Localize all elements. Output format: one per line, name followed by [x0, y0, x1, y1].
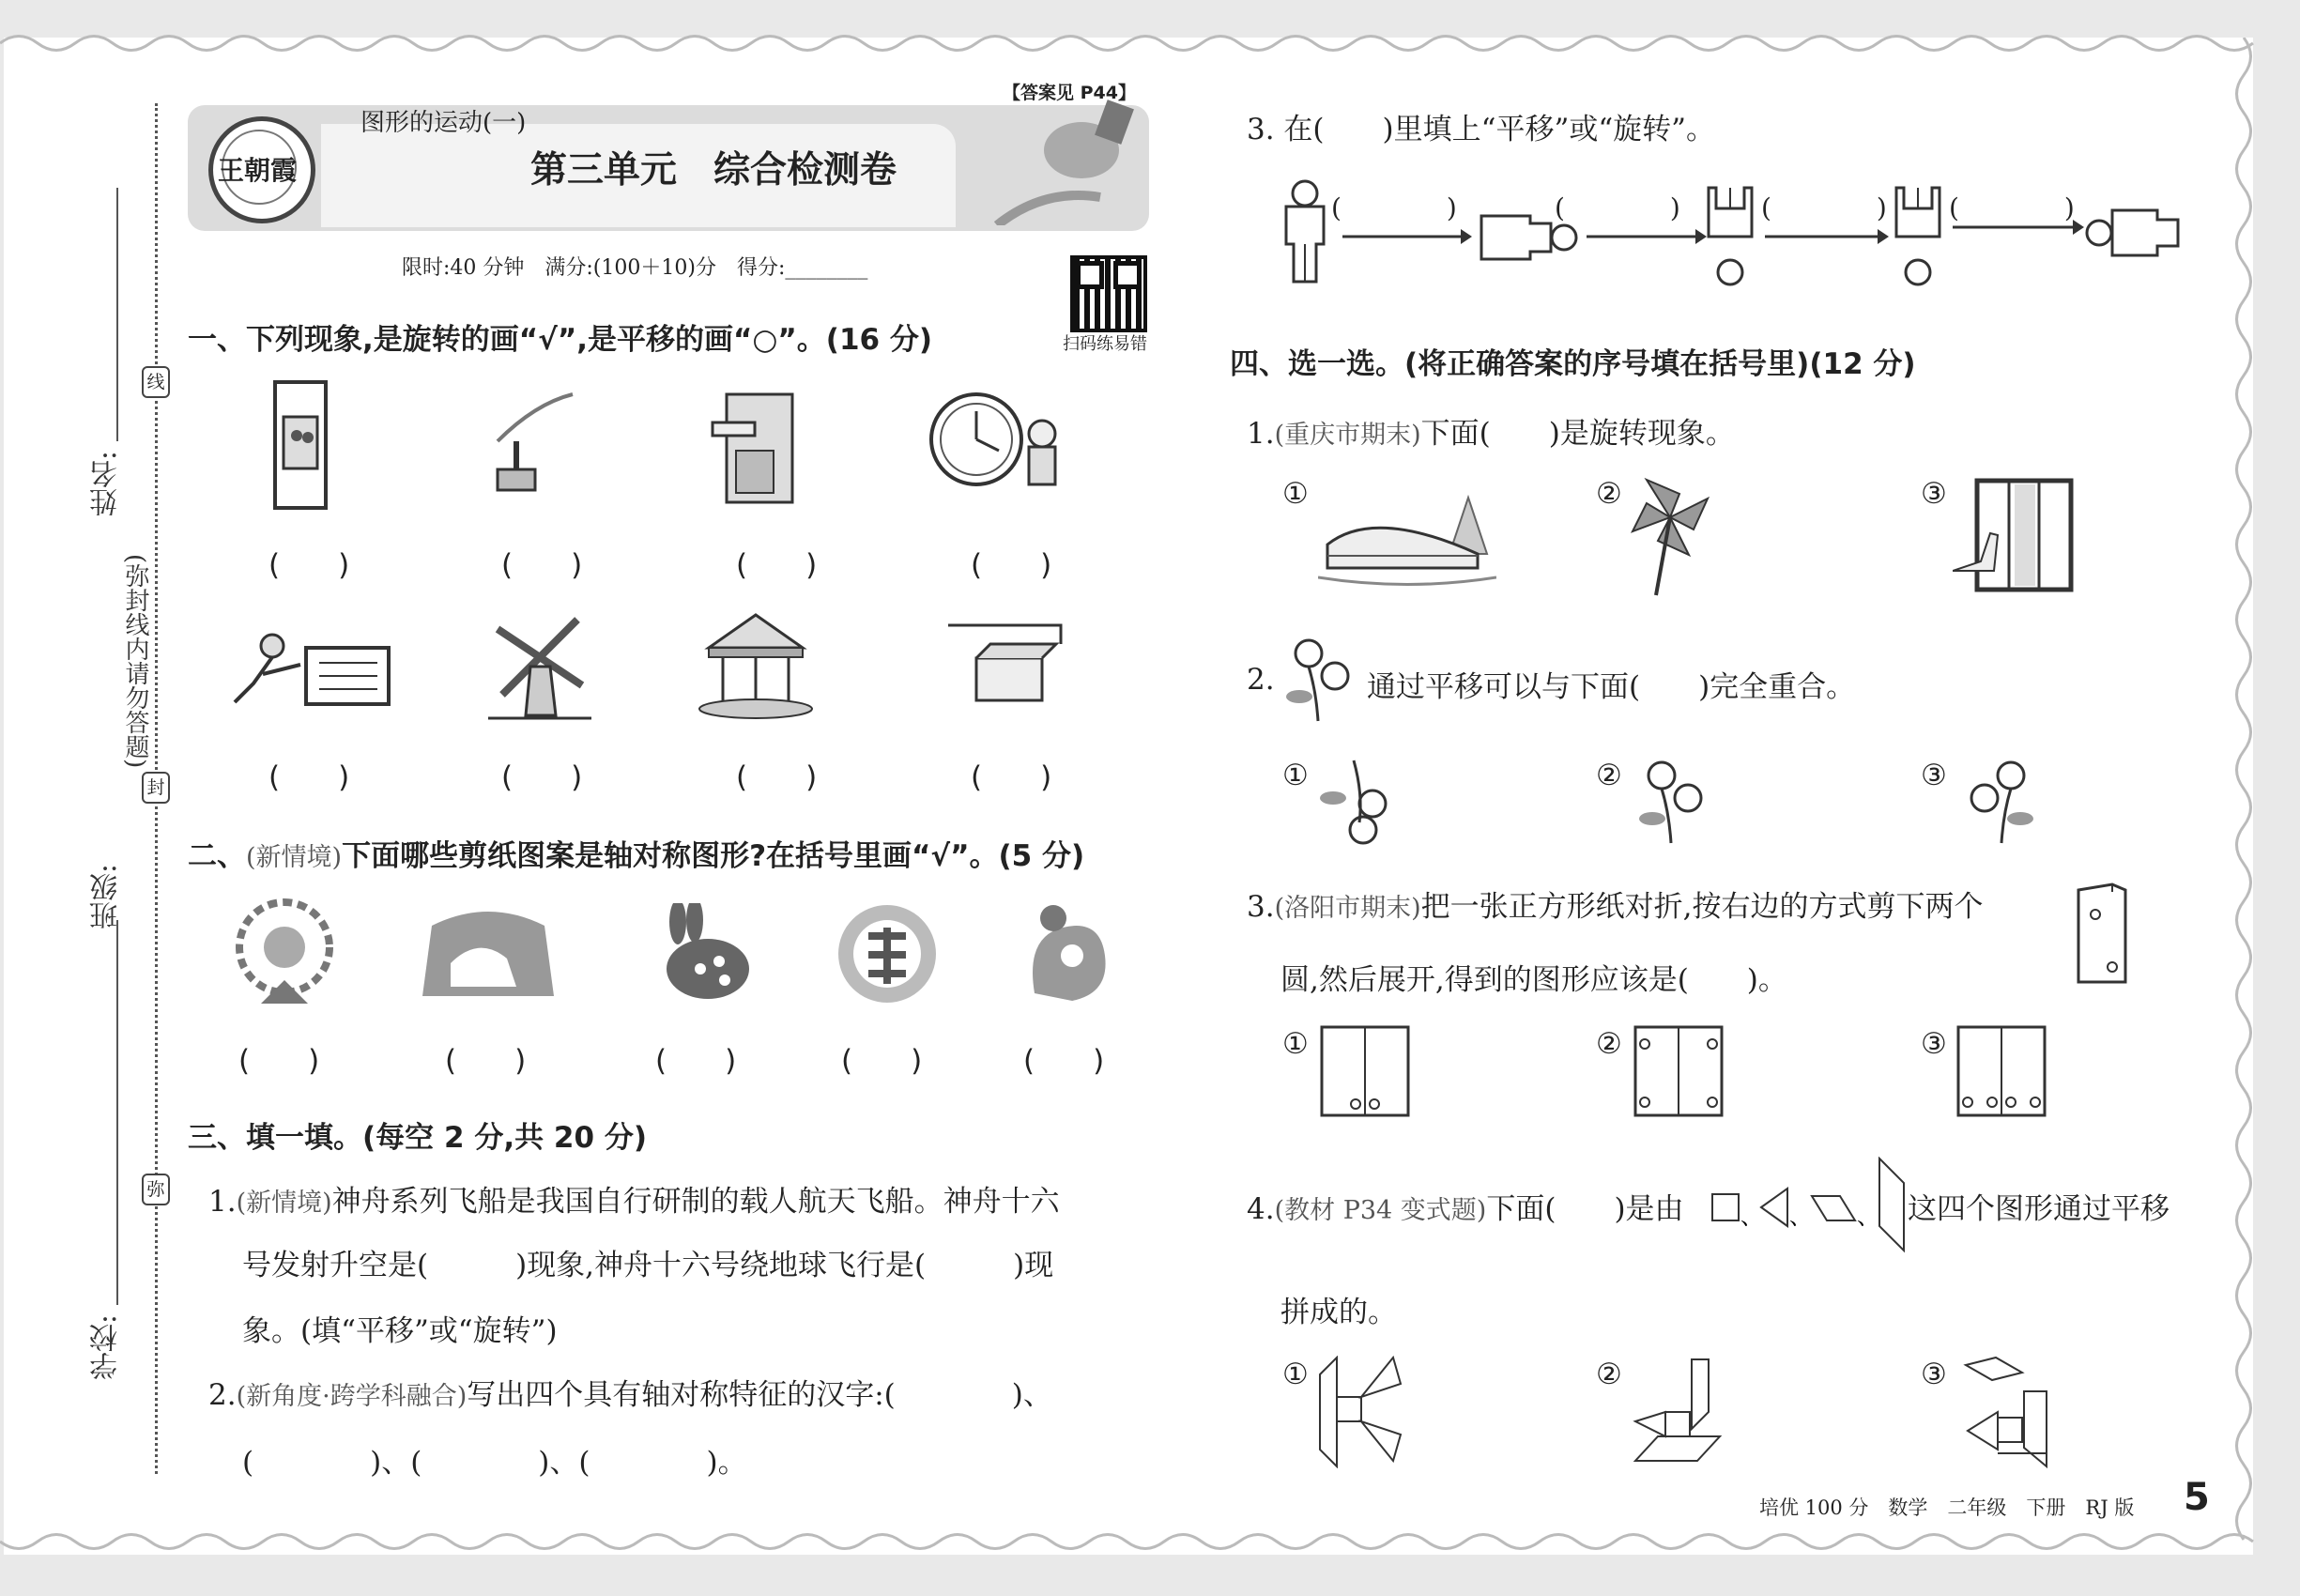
s4-q3-text1: 把一张正方形纸对折,按右边的方式剪下两个 [1420, 890, 1984, 924]
clock-and-boy-picture [928, 385, 1068, 507]
s4-q4-line1[interactable] [1247, 1185, 1684, 1227]
tangram-option-3 [1956, 1354, 2050, 1470]
s4-q3-tag: (洛阳市期末) [1274, 894, 1421, 923]
s4-q1-option-1-label[interactable]: ① [1282, 477, 1309, 511]
s4-q4-number: 4. [1247, 1192, 1275, 1226]
s3-q1-line2[interactable]: 号发射升空是( )现象,神舟十六号绕地球飞行是( )现 [242, 1249, 1054, 1282]
s4-q1-line[interactable] [1247, 409, 1735, 452]
section2-tag: (新情境) [246, 843, 343, 872]
school-label: 学校: [90, 1314, 123, 1381]
seal-mark-mi: 弥 [142, 1174, 170, 1205]
s4-q4-option-3-label[interactable]: ③ [1921, 1358, 1947, 1391]
drawer-picture [948, 616, 1070, 719]
s4-q4-option-1-label[interactable]: ① [1282, 1358, 1309, 1391]
s3-q3-answer-3[interactable]: ( ) [1761, 192, 1887, 223]
four-shapes-icons [1710, 1157, 1908, 1254]
unfolded-paper-option-2 [1633, 1025, 1724, 1117]
s4-q1-number: 1. [1247, 417, 1275, 451]
drawer-cabinet-picture [708, 385, 802, 507]
s3-q2-tag: (新角度·跨学科融合) [236, 1382, 468, 1411]
papercut-flower-wreath [233, 896, 336, 1008]
s3-q3-title: 3. 在( )里填上“平移”或“旋转”。 [1247, 113, 1716, 146]
top-wavy-border [0, 24, 2300, 53]
s1-answer-3[interactable]: ( ) [736, 548, 818, 582]
faucet-picture [479, 385, 582, 498]
folded-paper-diagram [2075, 881, 2129, 986]
papercut-rooster [1016, 899, 1113, 1008]
s1-answer-8[interactable]: ( ) [971, 760, 1052, 794]
flower-option-3 [1955, 757, 2041, 847]
name-field[interactable] [116, 188, 118, 441]
papercut-double-happiness [836, 899, 939, 1007]
s2-answer-1[interactable]: ( ) [238, 1044, 320, 1078]
s1-answer-7[interactable]: ( ) [736, 760, 818, 794]
publisher-logo-text: 王朝霞 [218, 155, 298, 186]
s4-q3-option-1-label[interactable]: ① [1282, 1027, 1309, 1061]
pushing-box-picture [225, 627, 394, 712]
section2-instruction: 下面哪些剪纸图案是轴对称图形?在括号里画“√”。(5 分) [342, 839, 1085, 873]
s1-answer-2[interactable]: ( ) [501, 548, 583, 582]
s4-q2-number: 2. [1247, 663, 1275, 697]
s4-q4-text-b: 这四个图形通过平移 [1908, 1192, 2170, 1226]
s4-q3-option-2-label[interactable]: ② [1596, 1027, 1622, 1061]
s3-q2-line2[interactable]: ( )、( )、( )。 [242, 1446, 747, 1480]
s4-q2-text[interactable]: 通过平移可以与下面( )完全重合。 [1367, 670, 1856, 704]
s4-q2-option-3-label[interactable]: ③ [1921, 759, 1947, 792]
answer-reference: 【答案见 P44】 [1003, 83, 1136, 103]
section2-title [188, 832, 1084, 874]
right-wavy-border [2234, 38, 2272, 1555]
elevator-picture [272, 379, 329, 511]
unfolded-paper-option-1 [1320, 1025, 1410, 1117]
svg-text:、: 、 [1740, 1204, 1763, 1230]
flower-reference-picture [1279, 635, 1365, 725]
s1-answer-4[interactable]: ( ) [971, 548, 1052, 582]
section4-title: 四、选一选。(将正确答案的序号填在括号里)(12 分) [1230, 347, 1916, 381]
sliding-window-picture [1953, 477, 2075, 593]
name-label: 姓名: [90, 451, 123, 517]
page-number: 5 [2184, 1476, 2210, 1519]
s4-q4-tag: (教材 P34 变式题) [1274, 1196, 1487, 1225]
s4-q4-option-2-label[interactable]: ② [1596, 1358, 1622, 1391]
s3-q2-text1[interactable]: 写出四个具有轴对称特征的汉字:( )、 [467, 1378, 1052, 1412]
unit-subtitle: 图形的运动(一) [360, 109, 527, 137]
s4-q2-option-2-label[interactable]: ② [1596, 759, 1622, 792]
s4-q4-text-a: 下面( )是由 [1486, 1192, 1684, 1226]
s4-q2-option-1-label[interactable]: ① [1282, 759, 1309, 792]
s3-q1-line3: 象。(填“平移”或“旋转”) [242, 1314, 558, 1348]
section1-title: 一、下列现象,是旋转的画“√”,是平移的画“○”。(16 分) [188, 323, 933, 357]
s3-q2-number: 2. [208, 1378, 237, 1412]
page-title: 第三单元 综合检测卷 [530, 149, 897, 192]
svg-text:、: 、 [1857, 1204, 1879, 1230]
s2-answer-3[interactable]: ( ) [655, 1044, 737, 1078]
s4-q4-line2: 拼成的。 [1280, 1296, 1397, 1329]
s3-q1-tag: (新情境) [236, 1189, 332, 1218]
s3-q3-answer-2[interactable]: ( ) [1555, 192, 1680, 223]
footer-book-info: 培优 100 分 数学 二年级 下册 RJ 版 [1759, 1496, 2135, 1519]
s2-answer-5[interactable]: ( ) [1023, 1044, 1105, 1078]
s3-q1-line1 [208, 1177, 1060, 1220]
s2-answer-4[interactable]: ( ) [841, 1044, 923, 1078]
papercut-rabbit [652, 903, 755, 1005]
s3-q2-line1 [208, 1371, 1052, 1413]
seal-note: (弥封线内请勿答题) [121, 554, 149, 769]
s3-q3-answer-4[interactable]: ( ) [1949, 192, 2075, 223]
astronaut-illustration [988, 94, 1147, 225]
exam-meta: 限时:40 分钟 满分:(100＋10)分 得分:________ [402, 256, 868, 280]
seal-mark-line: 线 [142, 366, 170, 398]
s1-answer-1[interactable]: ( ) [268, 548, 350, 582]
s4-q3-line1 [1247, 882, 1984, 925]
carousel-picture [695, 610, 817, 723]
pinwheel-picture [1628, 475, 1712, 597]
windmill-picture [488, 610, 591, 723]
section2-number: 二、 [188, 839, 246, 873]
s4-q1-option-3-label[interactable]: ③ [1921, 477, 1947, 511]
tangram-option-1 [1318, 1356, 1403, 1468]
bottom-wavy-border [0, 1532, 2300, 1560]
s4-q3-option-3-label[interactable]: ③ [1921, 1027, 1947, 1061]
flower-option-2 [1632, 757, 1718, 847]
tangram-option-2 [1632, 1356, 1735, 1468]
s3-q1-number: 1. [208, 1185, 237, 1219]
s3-q1-text1: 神舟系列飞船是我国自行研制的载人航天飞船。神舟十六 [331, 1185, 1060, 1219]
high-speed-train-picture [1318, 488, 1496, 591]
section3-title: 三、填一填。(每空 2 分,共 20 分) [188, 1121, 647, 1155]
qr-code[interactable] [1070, 255, 1147, 332]
flower-option-1 [1316, 757, 1403, 847]
s2-answer-2[interactable]: ( ) [445, 1044, 527, 1078]
s4-q1-text: 下面( )是旋转现象。 [1420, 417, 1735, 451]
s4-q1-tag: (重庆市期末) [1274, 421, 1421, 450]
s1-answer-5[interactable]: ( ) [268, 760, 350, 794]
s4-q3-line2[interactable]: 圆,然后展开,得到的图形应该是( )。 [1280, 963, 1787, 997]
papercut-deer [413, 907, 563, 1001]
s4-q3-number: 3. [1247, 890, 1275, 924]
qr-caption: 扫码练易错 [1063, 334, 1147, 354]
unfolded-paper-option-3 [1956, 1025, 2047, 1117]
s4-q1-option-2-label[interactable]: ② [1596, 477, 1622, 511]
class-label: 班级: [90, 864, 123, 930]
svg-text:、: 、 [1789, 1204, 1812, 1230]
school-field[interactable] [116, 1070, 118, 1305]
seal-mark-seal: 封 [142, 772, 170, 804]
s1-answer-6[interactable]: ( ) [501, 760, 583, 794]
s3-q3-answer-1[interactable]: ( ) [1331, 192, 1457, 223]
